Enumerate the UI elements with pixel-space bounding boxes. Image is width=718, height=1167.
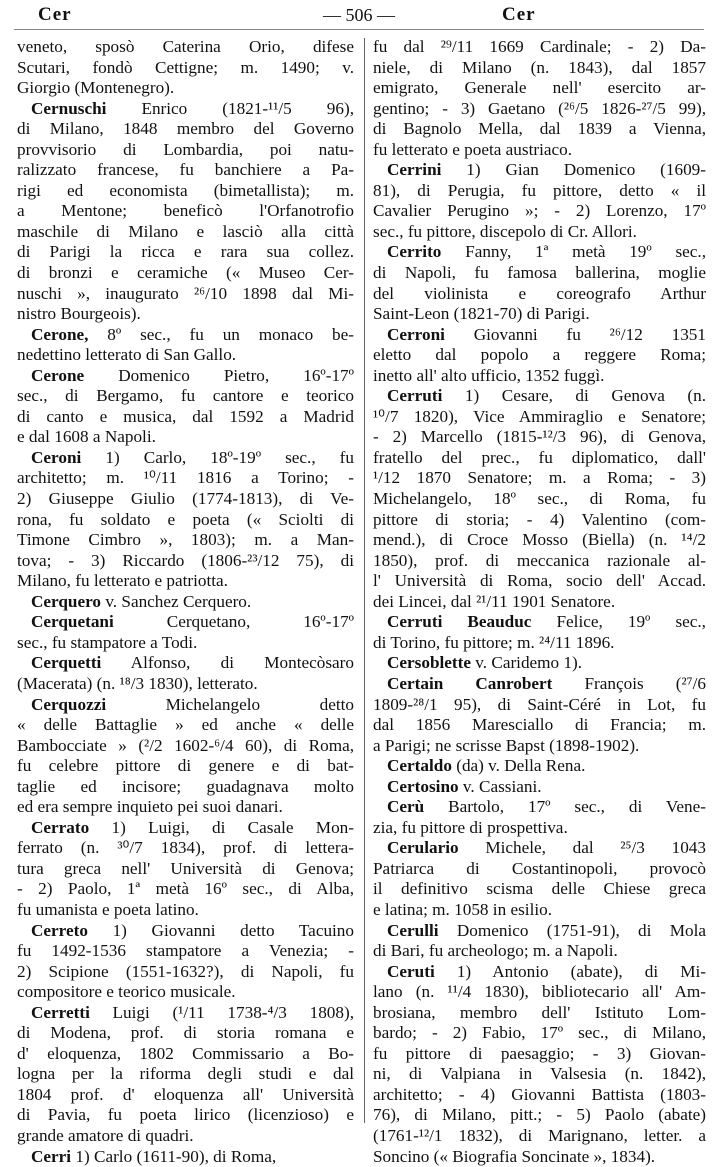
text-line — [373, 818, 706, 839]
entry-text: dal 1856 Maresciallo di Francia; m. — [373, 715, 706, 735]
text-line — [17, 78, 354, 99]
text-line — [17, 201, 354, 222]
page-header — [0, 0, 718, 30]
text-line — [373, 777, 706, 798]
entry-text: nistro Bourgeois). — [17, 304, 141, 324]
entry-text: (1761-¹²/1 1832), di Marignano, letter. a — [373, 1125, 706, 1145]
text-line — [17, 1003, 354, 1024]
column-divider — [364, 38, 365, 1123]
text-line — [17, 900, 354, 921]
entry-text: - 2) Marcello (1815-¹²/3 96), di Genova, — [373, 427, 706, 447]
entry-text: difese — [284, 37, 354, 56]
text-line — [17, 1085, 354, 1106]
text-line — [373, 99, 706, 120]
text-line — [373, 1044, 706, 1065]
text-line — [17, 160, 354, 181]
entry-text: Orio, — [248, 37, 285, 56]
entry-text: bardo; - 2) Fabio, 17º sec., di Milano, — [373, 1023, 706, 1043]
entry-text: Milano, fu letterato e patriotta. — [17, 571, 228, 591]
entry-text: l' Università di Roma, socio dell' Accad. — [373, 571, 706, 591]
text-line — [17, 879, 354, 900]
entry-text: fu dal ²⁹/11 1669 Cardinale; - 2) Da- — [373, 37, 706, 56]
text-line — [373, 366, 706, 387]
entry-text: Bartolo, 17º sec., di Vene- — [424, 797, 706, 817]
headword: Certain Canrobert — [387, 673, 553, 693]
entry-text: fu 1492-1536 stampatore a Venezia; - — [17, 941, 354, 961]
entry-text: Giorgio (Montenegro). — [17, 78, 175, 98]
text-line — [373, 284, 706, 305]
text-line — [373, 510, 706, 531]
entry-text: zia, fu pittore di prospettiva. — [373, 817, 568, 837]
text-line — [373, 160, 706, 181]
text-line — [17, 510, 354, 531]
headword: Cerretti — [31, 1002, 90, 1022]
entry-text: Bambocciate » (²/2 1602-⁶/4 60), di Roma, — [17, 735, 354, 755]
entry-text: Domenico (1751-91), di Mola — [438, 920, 706, 940]
entry-text: e dal 1608 a Napoli. — [17, 427, 156, 447]
text-line — [17, 777, 354, 798]
entry-text: compositore e teorico musicale. — [17, 982, 236, 1002]
entry-text: Saint-Leon (1821-70) di Parigi. — [373, 304, 590, 324]
entry-text: 2) Giuseppe Giulio (1774-1813), di Ve- — [17, 489, 354, 509]
entry-text: tura greca nell' Università di Genova; — [17, 858, 354, 878]
entry-text: inetto all' alto ufficio, 1352 fuggì. — [373, 365, 605, 385]
entry-text: 1) Cesare, di Genova (n. — [442, 386, 706, 406]
entry-text: a Mentone; beneficò l'Orfanotrofio — [17, 201, 354, 221]
entry-text: Michele, dal ²⁵/3 1043 — [458, 838, 706, 858]
headword: Cerrito — [387, 242, 442, 262]
entry-text: ¹⁰/7 1820), Vice Ammiraglio e Senatore; — [373, 406, 706, 426]
text-line — [17, 284, 354, 305]
text-line — [373, 982, 706, 1003]
headword: Cerri — [31, 1146, 72, 1166]
text-line — [17, 489, 354, 510]
text-line — [17, 242, 354, 263]
text-line — [373, 900, 706, 921]
text-line — [17, 427, 354, 448]
text-line — [17, 140, 354, 161]
entry-text: 1809-²⁸/1 95), di Saint-Céré in Lot, fu — [373, 694, 706, 714]
entry-text: Domenico Pietro, 16º-17º — [84, 365, 354, 385]
entry-text: 1804 prof. d' eloquenza all' Università — [17, 1084, 354, 1104]
text-line — [17, 571, 354, 592]
entry-text: di Napoli, fu famosa ballerina, moglie — [373, 263, 706, 283]
entry-text: ferrato (n. ³⁰/7 1834), prof. di lettera- — [17, 838, 354, 858]
left-column — [17, 37, 354, 1167]
text-line — [373, 325, 706, 346]
text-line — [17, 1147, 354, 1167]
headword: Cerù — [387, 797, 425, 817]
entry-text: François (²⁷/6 — [552, 673, 706, 693]
text-line — [17, 119, 354, 140]
text-line — [17, 859, 354, 880]
entry-text: v. Caridemo 1). — [471, 653, 583, 673]
text-line — [17, 962, 354, 983]
entry-text: e latina; m. 1058 in esilio. — [373, 899, 553, 919]
entry-text: Michelangelo, 18º sec., di Roma, fu — [373, 489, 706, 509]
text-line — [17, 386, 354, 407]
entry-text: di Modena, prof. di storia romana e — [17, 1023, 354, 1043]
text-line — [373, 653, 706, 674]
text-line — [373, 468, 706, 489]
entry-text: tova; - 3) Riccardo (1806-²³/12 75), di — [17, 550, 354, 570]
entry-text: 1850), prof. di meccanica razionale al- — [373, 550, 706, 570]
text-line — [17, 797, 354, 818]
entry-text: 81), di Perugia, fu pittore, detto « il — [373, 180, 706, 200]
headword: Certosino — [387, 776, 459, 796]
headword: Ceruti — [387, 961, 435, 981]
headword: Cerulli — [387, 920, 439, 940]
entry-text: di Milano, 1848 membro del Governo — [17, 119, 354, 139]
entry-text: fu celebre pittore di genere e di bat- — [17, 756, 354, 776]
entry-text: Cerquetano, 16º-17º — [113, 612, 354, 632]
entry-text: ralizzato francese, fu banchiere a Pa- — [17, 160, 354, 180]
text-line — [17, 941, 354, 962]
entry-text: Michelangelo detto — [106, 694, 354, 714]
running-head-right: Cer — [502, 4, 536, 25]
text-line — [373, 1003, 706, 1024]
text-line — [373, 386, 706, 407]
text-line — [373, 345, 706, 366]
text-line — [373, 242, 706, 263]
entry-text: fu umanista e poeta latino. — [17, 899, 199, 919]
headword: Cerquozzi — [31, 694, 107, 714]
text-line — [373, 797, 706, 818]
text-line — [373, 181, 706, 202]
entry-text: Timone Cimbro », 1803); m. a Man- — [17, 530, 354, 550]
text-line — [17, 838, 354, 859]
entry-text: di Bari, fu archeologo; m. a Napoli. — [373, 941, 618, 961]
entry-text: eletto dal popolo a reggere Roma; — [373, 345, 706, 365]
text-line — [17, 58, 354, 79]
entry-text: (Macerata) (n. ¹⁸/3 1830), letterato. — [17, 673, 258, 693]
text-line — [17, 99, 354, 120]
text-line — [373, 941, 706, 962]
text-line — [373, 1147, 706, 1167]
entry-text: gentino; - 3) Gaetano (²⁶/5 1826-²⁷/5 99), — [373, 98, 706, 118]
entry-text: del violinista e coreografo Arthur — [373, 283, 706, 303]
text-line — [373, 571, 706, 592]
text-line — [373, 838, 706, 859]
entry-text: il definitivo scisma delle Chiese greca — [373, 879, 706, 899]
entry-text: nedettino letterato di San Gallo. — [17, 345, 237, 365]
entry-text: logna per la riforma degli studi e dal — [17, 1064, 354, 1084]
text-line — [373, 633, 706, 654]
page-number: — 506 — — [323, 5, 395, 25]
entry-text: v. Cassiani. — [458, 776, 542, 796]
text-line — [17, 263, 354, 284]
text-line — [17, 1105, 354, 1126]
entry-text: di Parigi la ricca e rara sua collez. — [17, 242, 354, 262]
headword: Cerone — [31, 365, 85, 385]
text-line — [17, 304, 354, 325]
text-line — [373, 921, 706, 942]
text-line — [17, 530, 354, 551]
entry-text: maschile di Milano e lasciò alla città — [17, 221, 354, 241]
entry-text: 1) Antonio (abate), di Mi- — [434, 961, 706, 981]
entry-text: sec., di Bergamo, fu cantore e teorico — [17, 386, 354, 406]
entry-text: fratello del prec., fu diplomatico, dall' — [373, 447, 706, 467]
text-line — [373, 1064, 706, 1085]
entry-text: provvisorio di Lombardia, poi natu- — [17, 139, 354, 159]
headword: Cernuschi — [31, 98, 107, 118]
entry-text: Cavalier Perugino »; - 2) Lorenzo, 17º — [373, 201, 706, 221]
entry-text: brosiana, membro dell' Istituto Lom- — [373, 1002, 706, 1022]
entry-text: Scutari, fondò Cettigne; m. 1490; v. — [17, 57, 354, 77]
text-line — [373, 756, 706, 777]
entry-text: ed era sempre inquieto pei suoi danari. — [17, 797, 283, 817]
text-line — [373, 715, 706, 736]
text-line — [17, 612, 354, 633]
entry-text: « delle Battaglie » ed anche « delle — [17, 715, 354, 735]
text-line — [17, 345, 354, 366]
entry-text: 1) Carlo (1611-90), di Roma, — [71, 1146, 277, 1166]
entry-text: di bronzi e ceramiche (« Museo Cer- — [17, 263, 354, 283]
text-line — [17, 982, 354, 1003]
headword: Cerroni — [387, 324, 445, 344]
entry-text: Felice, 19º sec., — [531, 612, 706, 632]
entry-text: emigrato, Generale nell' esercito ar- — [373, 78, 706, 98]
entry-text: 1) Giovanni detto Tacuino — [87, 920, 354, 940]
text-line — [17, 551, 354, 572]
headword: Cerruti — [387, 386, 443, 406]
entry-text: architetto; - 4) Giovanni Battista (1803- — [373, 1084, 706, 1104]
entry-text: ni, di Valpiana in Valsesia (n. 1842), — [373, 1064, 706, 1084]
text-line — [17, 1023, 354, 1044]
entry-text: d' eloquenza, 1802 Commissario a Bo- — [17, 1043, 354, 1063]
text-line — [17, 366, 354, 387]
text-line — [373, 304, 706, 325]
headword: Cerreto — [31, 920, 88, 940]
entry-text: Giovanni fu ²⁶/12 1351 — [444, 324, 706, 344]
text-line — [17, 653, 354, 674]
entry-text: fu letterato e poeta austriaco. — [373, 139, 572, 159]
entry-text: ¹/12 1870 Senatore; m. a Roma; - 3) — [373, 468, 706, 488]
header-rule — [14, 29, 704, 30]
text-line — [373, 695, 706, 716]
text-line — [17, 37, 354, 58]
text-line — [373, 612, 706, 633]
headword: Certaldo — [387, 756, 452, 776]
text-line — [17, 448, 354, 469]
entry-text: nuschi », inaugurato ²⁶/10 1898 dal Mi- — [17, 283, 354, 303]
entry-text: niele, di Milano (n. 1843), dal 1857 — [373, 57, 706, 77]
entry-text: Alfonso, di Montecòsaro — [101, 653, 354, 673]
text-line — [17, 674, 354, 695]
entry-text: di Torino, fu pittore; m. ²⁴/11 1896. — [373, 632, 615, 652]
text-line — [373, 859, 706, 880]
text-line — [373, 407, 706, 428]
text-line — [17, 756, 354, 777]
entry-text: rona, fu soldato e poeta (« Sciolti di — [17, 509, 354, 529]
entry-text: rigi ed economista (bimetallista); m. — [17, 180, 354, 200]
headword: Cerulario — [387, 838, 459, 858]
entry-text: a Parigi; ne scrisse Bapst (1898-1902). — [373, 735, 640, 755]
text-line — [17, 407, 354, 428]
text-line — [17, 736, 354, 757]
entry-text: 1) Gian Domenico (1609- — [441, 160, 706, 180]
headword: Cerrini — [387, 160, 442, 180]
text-line — [373, 263, 706, 284]
entry-text: 1) Luigi, di Casale Mon- — [89, 817, 354, 837]
headword: Cerruti Beauduc — [387, 612, 532, 632]
text-line — [17, 325, 354, 346]
headword: Cersoblette — [387, 653, 471, 673]
entry-text: pittore di storia; - 4) Valentino (com- — [373, 509, 706, 529]
entry-text: sec., fu stampatore a Todi. — [17, 632, 198, 652]
entry-text: - 2) Paolo, 1ª metà 16º sec., di Alba, — [17, 879, 354, 899]
text-line — [373, 201, 706, 222]
running-head-left: Cer — [38, 4, 72, 25]
text-line — [373, 674, 706, 695]
entry-text: taglie ed incisore; guadagnava molto — [17, 776, 354, 796]
entry-text: Patriarca di Costantinopoli, provocò — [373, 858, 706, 878]
text-line — [373, 58, 706, 79]
text-line — [373, 140, 706, 161]
right-column — [373, 37, 706, 1167]
text-line — [17, 592, 354, 613]
entry-text: 2) Scipione (1551-1632?), di Napoli, fu — [17, 961, 354, 981]
text-line — [17, 818, 354, 839]
headword: Ceroni — [31, 447, 82, 467]
text-line — [373, 1023, 706, 1044]
text-line — [17, 715, 354, 736]
entry-text: dei Lincei, dal ²¹/11 1901 Senatore. — [373, 591, 616, 611]
entry-text: 1) Carlo, 18º-19º sec., fu — [81, 447, 354, 467]
headword: Cerrato — [31, 817, 90, 837]
entry-text: architetto; m. ¹⁰/11 1816 a Torino; - — [17, 468, 354, 488]
text-line — [373, 879, 706, 900]
text-line — [373, 489, 706, 510]
text-line — [373, 551, 706, 572]
entry-text: (da) v. Della Rena. — [451, 756, 586, 776]
entry-text: sec., fu pittore, discepolo di Cr. Allori. — [373, 221, 637, 241]
entry-text: Fanny, 1ª metà 19º sec., — [441, 242, 706, 262]
text-line — [17, 222, 354, 243]
text-line — [373, 1085, 706, 1106]
entry-text: di Bagnolo Mella, dal 1839 a Vienna, — [373, 119, 706, 139]
text-line — [373, 1105, 706, 1126]
entry-text: Luigi (¹/11 1738-⁴/3 1808), — [89, 1002, 354, 1022]
text-line — [373, 962, 706, 983]
headword: Cerquero — [31, 591, 102, 611]
headword: Cerquetani — [31, 612, 114, 632]
entry-text: grande amatore di quadri. — [17, 1125, 194, 1145]
entry-text: Soncino (« Biografia Soncinate », 1834). — [373, 1146, 656, 1166]
text-line — [373, 530, 706, 551]
entry-text: Enrico (1821-¹¹/5 96), — [106, 98, 354, 118]
text-line — [17, 1064, 354, 1085]
text-line — [373, 78, 706, 99]
headword: Cerquetti — [31, 653, 102, 673]
text-line — [373, 119, 706, 140]
text-line — [373, 592, 706, 613]
entry-text: 76), di Milano, pitt.; - 5) Paolo (abate) — [373, 1105, 706, 1125]
text-line — [373, 222, 706, 243]
text-line — [17, 695, 354, 716]
entry-text: veneto, sposò Caterina — [17, 37, 249, 56]
text-line — [17, 1126, 354, 1147]
entry-text: fu pittore di paesaggio; - 3) Giovan- — [373, 1043, 706, 1063]
text-line — [17, 181, 354, 202]
headword: Cerone, — [31, 324, 89, 344]
text-line — [373, 448, 706, 469]
text-line — [373, 1126, 706, 1147]
entry-text: lano (n. ¹¹/4 1830), bibliotecario all' Am- — [373, 982, 706, 1002]
entry-text: di canto e musica, dal 1592 a Madrid — [17, 406, 354, 426]
text-line — [17, 921, 354, 942]
text-line — [17, 468, 354, 489]
entry-text: mend.), di Croce Mosso (Biella) (n. ¹⁴/2 — [373, 530, 706, 550]
entry-text: v. Sanchez Cerquero. — [101, 591, 252, 611]
text-line — [373, 427, 706, 448]
text-line — [373, 37, 706, 58]
entry-text: di Pavia, fu poeta lirico (licenzioso) e — [17, 1105, 354, 1125]
text-line — [373, 736, 706, 757]
entry-text: 8º sec., fu un monaco be- — [88, 324, 354, 344]
text-line — [17, 633, 354, 654]
text-line — [17, 1044, 354, 1065]
